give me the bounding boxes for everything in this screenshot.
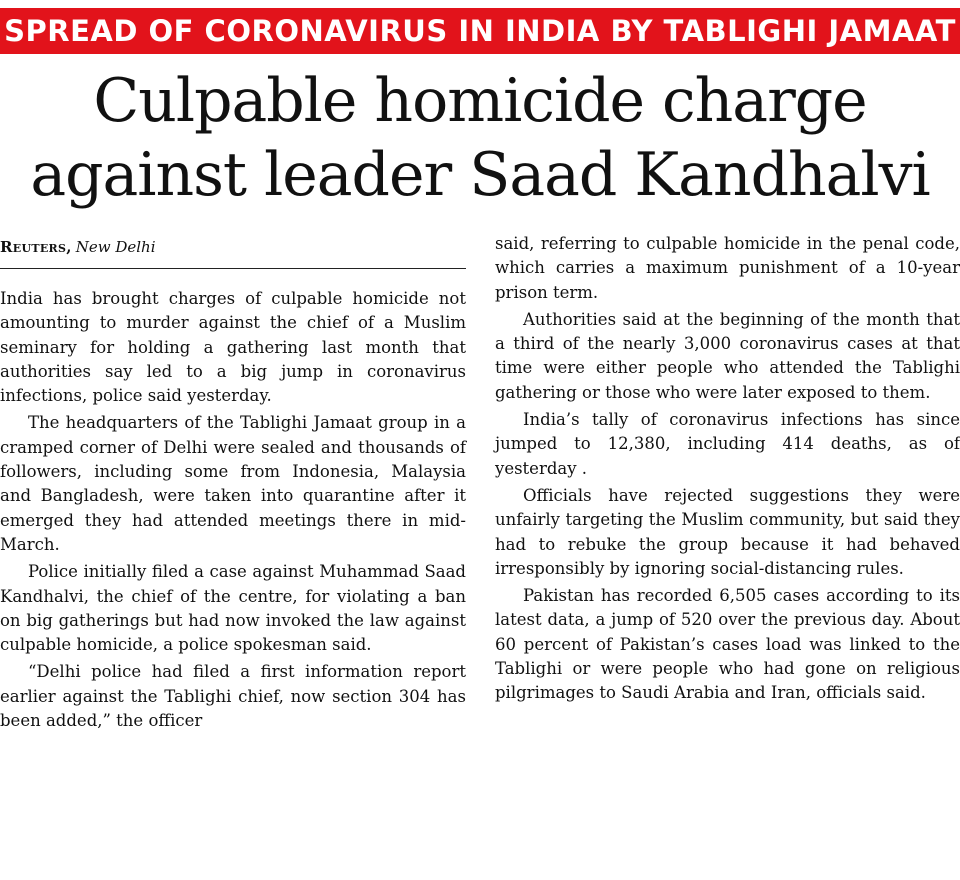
paragraph: Officials have rejected suggestions they were unfairly targeting the Muslim community, but said they had to rebuke the group because it had behaved irresponsibly by ignoring social-distancing rules. (495, 485, 960, 578)
byline-place: New Delhi (75, 238, 156, 256)
paragraph: Pakistan has recorded 6,505 cases according to its latest data, a jump of 520 over the previous day. About 60 percent of Pakistan’s cases load was linked to the Tablighi or were people who had gone on religious pilgrimages to Saudi Arabia and Iran, officials said. (495, 586, 960, 703)
headline-line-2: against leader Saad Kandhalvi (30, 140, 930, 210)
paragraph: The headquarters of the Tablighi Jamaat group in a cramped corner of Delhi were sealed and thousands of followers, including some from Indonesia, Malaysia and Bangladesh, were taken into quarantine after it emerged they had attended meetings there in mid-March. (0, 413, 466, 554)
byline-agency: Reuters, (0, 238, 72, 256)
paragraph: Police initially filed a case against Muhammad Saad Kandhalvi, the chief of the centre, for violating a ban on big gatherings but had now invoked the law against culpable homicide, a police spokesman said. (0, 562, 466, 655)
paragraph: Authorities said at the beginning of the month that a third of the nearly 3,000 coronavirus cases at that time were either people who attended the Tablighi gathering or those who were later exposed to them. (495, 309, 960, 402)
paragraph: India’s tally of coronavirus infections has since jumped to 12,380, including 414 deaths, as of yesterday . (495, 410, 960, 478)
headline (0, 64, 960, 212)
headline-line-1: Culpable homicide charge (93, 66, 867, 136)
paragraph: India has brought charges of culpable homicide not amounting to murder against the chief of a Muslim seminary for holding a gathering last month that authorities say led to a big jump in coronavirus infections, police said yesterday. (0, 289, 466, 406)
byline (0, 236, 466, 269)
article-column-left (0, 236, 466, 733)
section-banner: SPREAD OF CORONAVIRUS IN INDIA BY TABLIGHI JAMAAT (0, 8, 960, 54)
article-column-right (495, 232, 960, 706)
paragraph: “Delhi police had filed a first information report earlier against the Tablighi chief, now section 304 has been added,” the officer (0, 662, 466, 731)
paragraph: said, referring to culpable homicide in the penal code, which carries a maximum punishment of a 10-year prison term. (495, 234, 960, 302)
